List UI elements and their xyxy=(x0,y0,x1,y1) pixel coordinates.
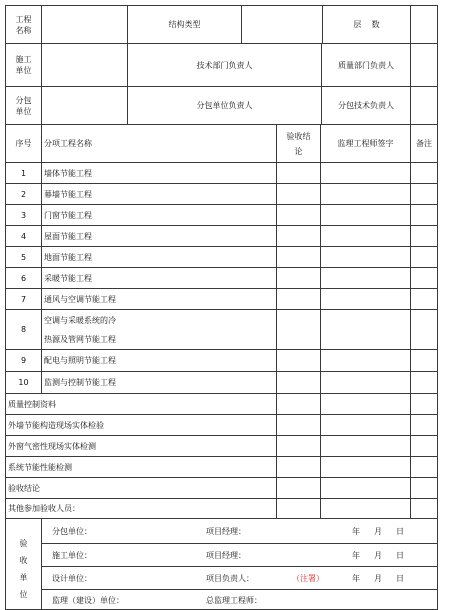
section-label: 验收结论 xyxy=(6,478,277,499)
item-conclusion xyxy=(277,350,321,372)
item-sign xyxy=(321,289,411,310)
item-name: 屋面节能工程 xyxy=(42,226,277,247)
signoff-month: 月 xyxy=(374,573,382,583)
table-row xyxy=(6,184,438,205)
section-row xyxy=(6,415,438,436)
signoff-unit: 分包单位： xyxy=(52,526,92,536)
section-sign xyxy=(321,415,411,436)
project-name-label: 工程 名称 xyxy=(6,6,42,44)
item-no: 9 xyxy=(6,350,42,372)
section-sign xyxy=(321,436,411,457)
signoff-person: 项目经理： xyxy=(206,550,246,560)
item-name: 门窗节能工程 xyxy=(42,205,277,226)
signoff-cell xyxy=(42,519,438,544)
signoff-year: 年 xyxy=(352,526,360,536)
item-conclusion xyxy=(277,226,321,247)
contractor-label: 施工 单位 xyxy=(6,44,42,87)
section-sign xyxy=(321,457,411,478)
item-remark xyxy=(411,247,438,268)
table-row xyxy=(6,247,438,268)
tech-head-label: 技术部门负责人 xyxy=(128,44,322,86)
signoff-day: 日 xyxy=(396,526,404,536)
section-label: 外墙节能构造现场实体检验 xyxy=(6,415,277,436)
section-row xyxy=(6,436,438,457)
item-conclusion xyxy=(277,184,321,205)
col-name-header: 分项工程名称 xyxy=(42,125,277,163)
col-seq-header: 序号 xyxy=(6,125,42,163)
item-remark xyxy=(411,310,438,350)
table-row xyxy=(6,372,438,394)
item-conclusion xyxy=(277,289,321,310)
item-name: 地面节能工程 xyxy=(42,247,277,268)
item-no: 2 xyxy=(6,184,42,205)
contractor-value xyxy=(42,44,128,86)
structure-type-value xyxy=(242,6,323,43)
section-conclusion xyxy=(277,415,321,436)
section-label: 系统节能性能检测 xyxy=(6,457,277,478)
section-remark xyxy=(411,415,438,436)
section-remark xyxy=(411,499,438,519)
signoff-year: 年 xyxy=(352,550,360,560)
item-name: 幕墙节能工程 xyxy=(42,184,277,205)
item-no: 6 xyxy=(6,268,42,289)
item-name: 配电与照明节能工程 xyxy=(42,350,277,372)
subcontractor-value xyxy=(42,87,128,124)
item-conclusion xyxy=(277,372,321,394)
table-row xyxy=(6,268,438,289)
header-row3-fields xyxy=(42,87,411,125)
sub-tech-head-value xyxy=(411,87,438,125)
item-no: 4 xyxy=(6,226,42,247)
structure-type-label: 结构类型 xyxy=(128,6,242,43)
col-conclusion-header: 验收结 论 xyxy=(277,125,321,163)
item-conclusion xyxy=(277,268,321,289)
header-row-project xyxy=(6,6,438,44)
signoff-day: 日 xyxy=(396,550,404,560)
section-row xyxy=(6,457,438,478)
item-no: 10 xyxy=(6,372,42,394)
table-row xyxy=(6,310,438,350)
item-no: 8 xyxy=(6,310,42,350)
signoff-row xyxy=(6,567,438,590)
header-row2-fields xyxy=(42,44,411,87)
item-no: 5 xyxy=(6,247,42,268)
item-conclusion xyxy=(277,163,321,184)
signoff-unit: 监理（建设）单位： xyxy=(52,596,124,605)
item-sign xyxy=(321,184,411,205)
section-conclusion xyxy=(277,457,321,478)
signoff-cell xyxy=(42,544,438,567)
header-row-contractor xyxy=(6,44,438,87)
floors-label: 层 数 xyxy=(353,20,380,29)
section-remark xyxy=(411,457,438,478)
item-sign xyxy=(321,247,411,268)
signoff-person: 总监理工程师： xyxy=(206,596,262,605)
table-row xyxy=(6,163,438,184)
project-name-value xyxy=(42,6,128,43)
section-label: 其他参加验收人员： xyxy=(6,499,277,519)
section-conclusion xyxy=(277,394,321,415)
item-sign xyxy=(321,163,411,184)
table-row xyxy=(6,226,438,247)
item-name: 采暖节能工程 xyxy=(42,268,277,289)
item-remark xyxy=(411,350,438,372)
table-row xyxy=(6,350,438,372)
item-remark xyxy=(411,226,438,247)
item-name: 墙体节能工程 xyxy=(42,163,277,184)
section-label: 质量控制资料 xyxy=(6,394,277,415)
table-row xyxy=(6,289,438,310)
section-sign xyxy=(321,478,411,499)
section-sign xyxy=(321,499,411,519)
signoff-unit: 设计单位： xyxy=(52,573,92,583)
item-sign xyxy=(321,372,411,394)
quality-head-value xyxy=(411,44,438,87)
signoff-note: （注署） xyxy=(292,573,324,583)
item-remark xyxy=(411,289,438,310)
item-remark xyxy=(411,205,438,226)
col-remarks-header: 备注 xyxy=(411,125,438,163)
section-conclusion xyxy=(277,499,321,519)
item-conclusion xyxy=(277,310,321,350)
signoff-year: 年 xyxy=(352,573,360,583)
item-remark xyxy=(411,163,438,184)
section-remark xyxy=(411,436,438,457)
section-conclusion xyxy=(277,478,321,499)
signoff-month: 月 xyxy=(374,550,382,560)
item-name: 空调与采暖系统的冷 热源及管网节能工程 xyxy=(42,310,277,350)
item-conclusion xyxy=(277,247,321,268)
item-remark xyxy=(411,268,438,289)
signoff-row xyxy=(6,544,438,567)
item-conclusion xyxy=(277,205,321,226)
header-row-subcontractor xyxy=(6,87,438,125)
signoff-row xyxy=(6,519,438,544)
section-row xyxy=(6,499,438,519)
table-row xyxy=(6,205,438,226)
item-name: 通风与空调节能工程 xyxy=(42,289,277,310)
item-name: 监测与控制节能工程 xyxy=(42,372,277,394)
subcontractor-label: 分包 单位 xyxy=(6,87,42,125)
section-remark xyxy=(411,394,438,415)
col-supervisor-header: 监理工程师签字 xyxy=(321,125,411,163)
header-row1-fields xyxy=(42,6,411,44)
item-remark xyxy=(411,372,438,394)
item-remark xyxy=(411,184,438,205)
sub-tech-head-label: 分包技术负责人 xyxy=(338,101,394,110)
energy-saving-acceptance-table xyxy=(5,5,438,610)
item-sign xyxy=(321,310,411,350)
column-header-row xyxy=(6,125,438,163)
item-no: 3 xyxy=(6,205,42,226)
section-sign xyxy=(321,394,411,415)
section-row xyxy=(6,478,438,499)
signoff-cell xyxy=(42,567,438,590)
item-sign xyxy=(321,205,411,226)
signoff-unit: 施工单位： xyxy=(52,550,92,560)
item-no: 7 xyxy=(6,289,42,310)
item-sign xyxy=(321,350,411,372)
signoff-person: 项目负责人： xyxy=(206,573,254,583)
quality-head-label: 质量部门负责人 xyxy=(338,60,394,70)
item-sign xyxy=(321,268,411,289)
section-remark xyxy=(411,478,438,499)
floors-value xyxy=(411,6,438,44)
signoff-side-label: 验 收 单 位 xyxy=(6,519,42,610)
section-label: 外窗气密性现场实体检测 xyxy=(6,436,277,457)
signoff-day: 日 xyxy=(396,573,404,583)
signoff-person: 项目经理： xyxy=(206,526,246,536)
item-no: 1 xyxy=(6,163,42,184)
item-sign xyxy=(321,226,411,247)
section-conclusion xyxy=(277,436,321,457)
section-row xyxy=(6,394,438,415)
signoff-month: 月 xyxy=(374,526,382,536)
sub-unit-head-label: 分包单位负责人 xyxy=(128,87,322,124)
